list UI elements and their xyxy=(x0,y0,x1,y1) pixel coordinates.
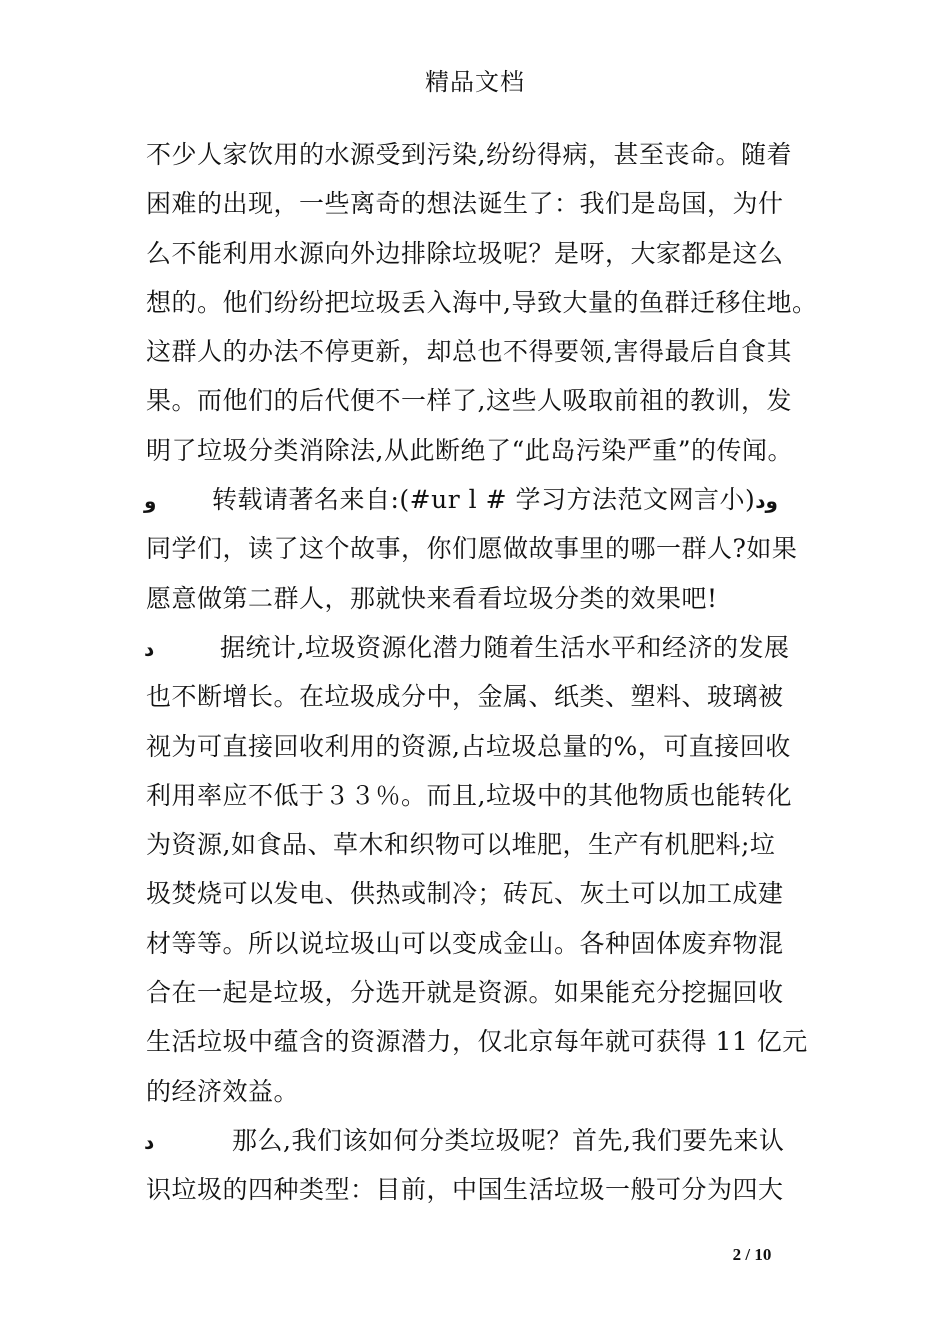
paragraph-marker: ﺩ xyxy=(144,1129,155,1154)
paragraph-first-text: 据统计,垃圾资源化潜力随着生活水平和经济的发展 xyxy=(220,632,790,662)
paragraph-first-text: 那么,我们该如何分类垃圾呢？首先,我们要先来认 xyxy=(232,1125,785,1155)
text-line: 为资源,如食品、草木和织物可以堆肥，生产有机肥料;垃 xyxy=(146,830,776,860)
paragraph-first-line xyxy=(146,1116,826,1165)
text-line: 也不断增长。在垃圾成分中，金属、纸类、塑料、玻璃被 xyxy=(146,682,784,712)
page-header-title: 精品文档 xyxy=(425,68,525,96)
paragraph-first-line xyxy=(146,623,826,672)
text-line: 视为可直接回收利用的资源,占垃圾总量的%，可直接回收 xyxy=(146,731,791,761)
text-line: 这群人的办法不停更新，却总也不得要领,害得最后自食其 xyxy=(146,337,792,367)
text-line: 识垃圾的四种类型：目前，中国生活垃圾一般可分为四大 xyxy=(146,1175,784,1205)
text-line: 同学们，读了这个故事，你们愿做故事里的哪一群人?如果 xyxy=(146,534,798,564)
text-line: 利用率应不低于３３％。而且,垃圾中的其他物质也能转化 xyxy=(146,780,792,810)
document-body xyxy=(146,130,826,1215)
text-line: 生活垃圾中蕴含的资源潜力，仅北京每年就可获得 11 亿元 xyxy=(146,1027,808,1057)
text-line: 明了垃圾分类消除法,从此断绝了“此岛污染严重”的传闻。 xyxy=(146,435,794,465)
text-line: 果。而他们的后代便不一样了,这些人吸取前祖的教训，发 xyxy=(146,386,792,416)
paragraph-marker: ﺩ xyxy=(144,636,155,661)
text-line: 困难的出现，一些离奇的想法诞生了：我们是岛国，为什 xyxy=(146,189,784,219)
paragraph-end-marker: ﻭﺩ xyxy=(755,489,778,514)
paragraph-marker: ﻭ xyxy=(144,489,157,514)
text-line: 不少人家饮用的水源受到污染,纷纷得病，甚至丧命。随着 xyxy=(146,140,792,169)
text-line: 愿意做第二群人，那就快来看看垃圾分类的效果吧! xyxy=(146,583,718,613)
text-line: 想的。他们纷纷把垃圾丢入海中,导致大量的鱼群迁移住地。 xyxy=(146,287,818,317)
text-line: 材等等。所以说垃圾山可以变成金山。各种固体废弃物混 xyxy=(146,928,784,958)
text-line: 圾焚烧可以发电、供热或制冷；砖瓦、灰土可以加工成建 xyxy=(146,879,784,909)
repost-notice-text: 转载请著名来自:(#ur l # 学习方法范文网言小) xyxy=(212,485,756,515)
text-line: 么不能利用水源向外边排除垃圾呢？是呀，大家都是这么 xyxy=(146,238,784,268)
text-line: 的经济效益。 xyxy=(146,1076,300,1106)
repost-notice-line xyxy=(146,475,826,524)
text-line: 合在一起是垃圾，分选开就是资源。如果能充分挖掘回收 xyxy=(146,978,784,1008)
page-number: 2 / 10 xyxy=(732,1245,772,1264)
